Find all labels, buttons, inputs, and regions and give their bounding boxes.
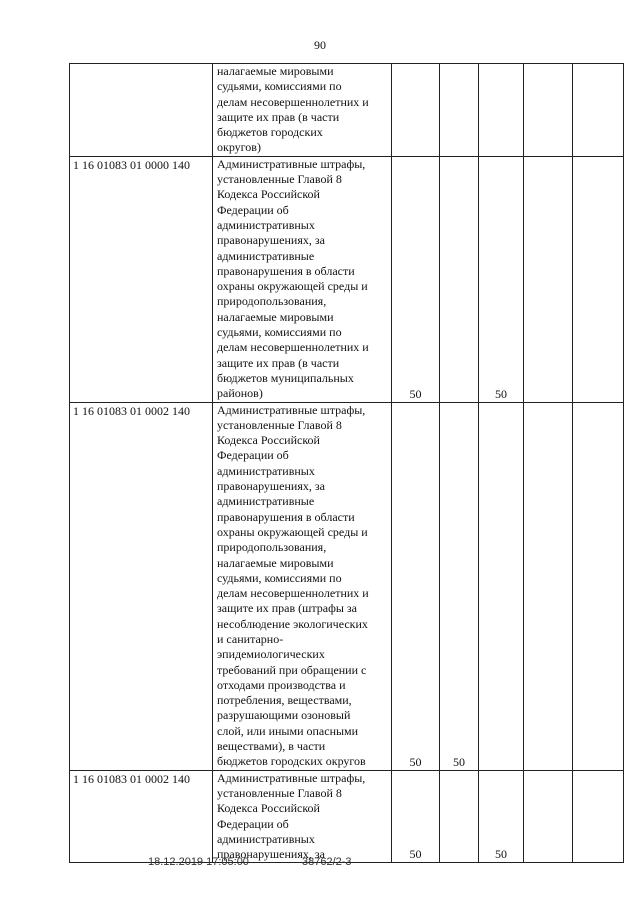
- value-cell-4: [524, 770, 573, 863]
- value-cell-1: [392, 64, 440, 157]
- description-cell: Административные штрафы, установленные Главой 8 Кодекса Российской Федерации об административных правонарушениях, за административные правонарушения в области охраны окружающей среды и природопользования, налагаемые мировыми судьями, комиссиями по делам несовершеннолетних и защите их прав (штрафы за несоблюдение экологических и санитарно- эпидемиологических требований при обращении с отходами производства и потребления, веществами, разрушающими озоновый слой, или иными опасными веществами), в части бюджетов городских округов: [213, 402, 392, 770]
- description-cell: Административные штрафы, установленные Главой 8 Кодекса Российской Федерации об административных правонарушениях, за: [213, 770, 392, 863]
- value-cell-1: 50: [392, 156, 440, 402]
- value-cell-1: 50: [392, 402, 440, 770]
- value-cell-4: [524, 156, 573, 402]
- value-cell-2: [440, 770, 479, 863]
- value-cell-4: [524, 402, 573, 770]
- description-cell: налагаемые мировыми судьями, комиссиями по делам несовершеннолетних и защите их прав (в части бюджетов городских округов): [213, 64, 392, 157]
- value-cell-5: [573, 770, 624, 863]
- footer-document-id: 38762/2-3: [302, 856, 352, 868]
- value-cell-5: [573, 402, 624, 770]
- budget-code-cell: 1 16 01083 01 0000 140: [70, 156, 213, 402]
- page-number: 90: [314, 38, 326, 52]
- value-cell-3: [479, 402, 524, 770]
- value-cell-2: [440, 64, 479, 157]
- footer-datetime: 18.12.2019 17:05:00: [148, 856, 249, 868]
- value-cell-3: [479, 64, 524, 157]
- value-cell-5: [573, 156, 624, 402]
- table-row: [70, 64, 624, 157]
- budget-code-cell: 1 16 01083 01 0002 140: [70, 402, 213, 770]
- table-row: [70, 156, 624, 402]
- value-cell-3: 50: [479, 156, 524, 402]
- description-cell: Административные штрафы, установленные Главой 8 Кодекса Российской Федерации об административных правонарушениях, за административные правонарушения в области охраны окружающей среды и природопользования, налагаемые мировыми судьями, комиссиями по делам несовершеннолетних и защите их прав (в части бюджетов муниципальных районов): [213, 156, 392, 402]
- budget-revenue-table: [69, 63, 624, 863]
- value-cell-4: [524, 64, 573, 157]
- budget-code-cell: 1 16 01083 01 0002 140: [70, 770, 213, 863]
- value-cell-2: 50: [440, 402, 479, 770]
- table-row: [70, 402, 624, 770]
- budget-code-cell: [70, 64, 213, 157]
- table-body: [70, 64, 624, 863]
- value-cell-1: 50: [392, 770, 440, 863]
- value-cell-3: 50: [479, 770, 524, 863]
- table-row: [70, 770, 624, 863]
- value-cell-2: [440, 156, 479, 402]
- value-cell-5: [573, 64, 624, 157]
